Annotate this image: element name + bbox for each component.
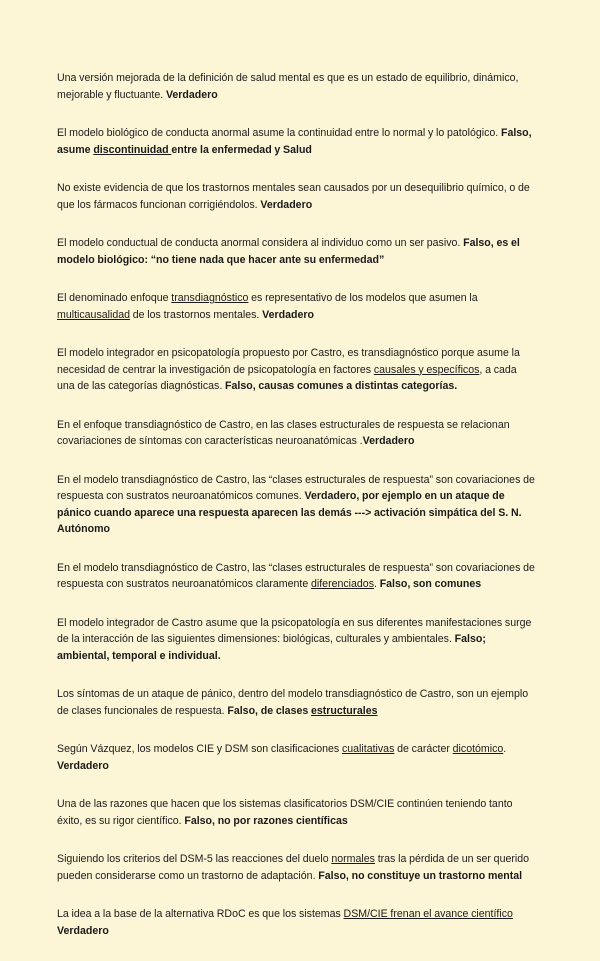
statement-text: El modelo integrador de Castro asume que la psicopatología en sus diferentes manifestaciones surge de la interacción de las siguientes dimensiones: biológicas, culturales y ambientales. [57,616,532,645]
answer-label: Falso, causas comunes a distintas categorías. [225,380,458,392]
statement-text: tras la pérdida de un ser querido pueden considerarse como un trastorno de adaptación. [57,853,530,882]
answer-label: Verdadero [362,435,415,447]
statement-text: , a cada una de las categorías diagnósticas. [57,363,517,392]
answer-label: Verdadero [57,924,109,937]
underlined-term: multicausalidad [57,308,131,321]
underlined-term: DSM/CIE frenan el avance científico [343,908,513,920]
answer-label: Falso, asume [57,127,532,156]
statement-text: Una de las razones que hacen que los sistemas clasificatorios DSM/CIE continúen teniendo tanto éxito, es su rigor científico. [57,798,513,827]
underlined-term: cualitativas [341,743,395,755]
statement-text: Según Vázquez, los modelos CIE y DSM son clasificaciones [57,743,342,755]
underlined-term: dicotómico [452,743,504,755]
statement-text: . [503,743,507,755]
statement-8 [57,472,535,538]
statement-7 [57,417,535,450]
answer-label: Falso, es el modelo biológico: “no tiene nada que hacer ante su enfermedad” [57,237,520,266]
statement-text: es representativo de los modelos que asumen la [248,292,478,304]
statement-4 [57,235,535,268]
statement-text: de carácter [394,743,453,755]
underlined-term: normales [331,853,375,865]
statement-12 [57,741,535,774]
statement-text: La idea a la base de la alternativa RDoC es que los sistemas [57,908,344,920]
answer-label: entre la enfermedad y Salud [171,143,312,156]
underlined-term: transdiagnóstico [171,292,249,304]
answer-label: Verdadero [260,198,313,211]
statement-text: Los síntomas de un ataque de pánico, dentro del modelo transdiagnóstico de Castro, son un ejemplo de clases funcionales de respuesta. [57,688,529,717]
underlined-term: causales y específicos [373,363,480,376]
statement-text: El modelo biológico de conducta anormal asume la continuidad entre lo normal y lo patológico. [57,127,501,139]
statement-text: En el modelo transdiagnóstico de Castro, las “clases estructurales de respuesta” son covariaciones de respuesta con sustratos neuroanatómicos comunes. [57,473,535,502]
statement-11 [57,686,535,719]
answer-label: Falso, son comunes [379,578,482,590]
statement-text: El modelo conductual de conducta anormal considera al individuo como un ser pasivo. [57,237,464,249]
answer-label: Verdadero [262,308,314,321]
statement-text: No existe evidencia de que los trastornos mentales sean causados por un desequilibrio químico, o de que los fármacos funcionan corrigiéndolos. [57,182,530,211]
statement-text: Una versión mejorada de la definición de salud mental es que es un estado de equilibrio, dinámico, mejorable y fluctuante. [57,72,519,101]
answer-label: Falso, de clases [227,704,311,717]
document-page [57,70,535,961]
answer-label: Falso; ambiental, temporal e individual. [57,633,486,662]
statement-13 [57,796,535,829]
statement-text: En el enfoque transdiagnóstico de Castro, en las clases estructurales de respuesta se relacionan covariaciones de síntomas con características neuroanatómicas . [57,418,510,447]
answer-label: Verdadero, por ejemplo en un ataque de pánico cuando aparece una respuesta aparecen las demás ---> activación simpática del S. N. Autónomo [57,490,522,535]
answer-label: Falso, no constituye un trastorno mental [318,869,523,882]
statement-6 [57,345,535,395]
answer-label: Verdadero [165,88,218,101]
statement-10 [57,615,535,665]
statement-text: Siguiendo los criterios del DSM-5 las reacciones del duelo [57,853,332,865]
answer-underlined: discontinuidad [93,143,172,156]
statement-text: de los trastornos mentales. [130,308,263,321]
statement-text: El denominado enfoque [57,292,172,304]
statement-3 [57,180,535,213]
statement-text: El modelo integrador en psicopatología propuesto por Castro, es transdiagnóstico porque asume la necesidad de centrar la investigación de psicopatología en factores [57,347,520,376]
statement-14 [57,851,535,884]
underlined-term: diferenciados [310,578,374,590]
statement-2 [57,125,535,158]
statement-9 [57,560,535,593]
statement-15 [57,906,535,939]
answer-label: Falso, no por razones científicas [184,814,348,827]
statement-5 [57,290,535,323]
answer-label: Verdadero [57,759,109,772]
statement-1 [57,70,535,103]
statement-text: . [374,578,380,590]
statement-text: En el modelo transdiagnóstico de Castro, las “clases estructurales de respuesta” son covariaciones de respuesta con sustratos neuroanatómicos claramente [57,561,535,590]
answer-underlined: estructurales [310,704,378,717]
